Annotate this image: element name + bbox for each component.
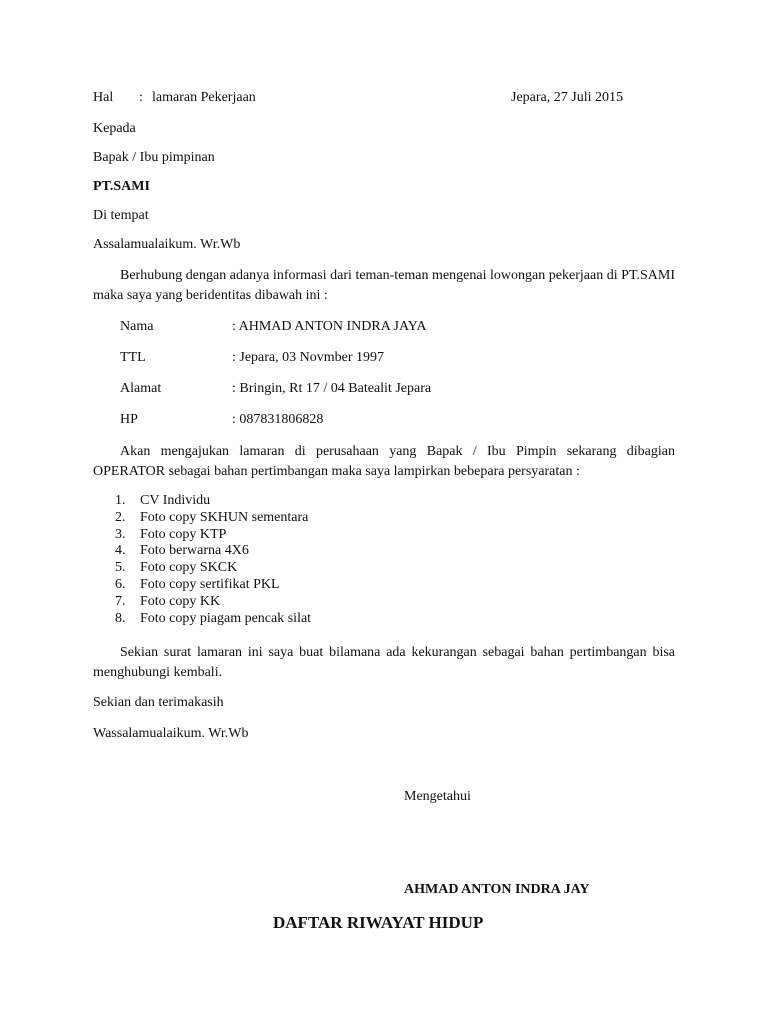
- list-text: Foto copy SKCK: [140, 560, 238, 576]
- list-number: 2.: [115, 509, 126, 525]
- field-value: : Jepara, 03 Novmber 1997: [232, 350, 385, 365]
- apply-paragraph: [93, 442, 675, 482]
- subject-label: Hal: [93, 90, 114, 105]
- thanks-line: Sekian dan terimakasih: [93, 695, 224, 710]
- list-text: Foto copy KK: [140, 593, 221, 609]
- list-text: CV Individu: [140, 493, 211, 508]
- acknowledged-label: Mengetahui: [404, 789, 471, 804]
- list-number: 5.: [115, 560, 126, 576]
- subject-colon: :: [139, 90, 143, 105]
- list-number: 4.: [115, 543, 126, 559]
- closing-paragraph: [93, 643, 675, 683]
- list-text: Foto copy SKHUN sementara: [140, 509, 309, 525]
- cv-title: DAFTAR RIWAYAT HIDUP: [273, 913, 484, 932]
- recipient-to: Kepada: [93, 121, 136, 136]
- field-value: : Bringin, Rt 17 / 04 Batealit Jepara: [232, 381, 432, 396]
- field-label: Alamat: [120, 381, 162, 396]
- list-text: Foto berwarna 4X6: [140, 543, 249, 559]
- list-text: Foto copy piagam pencak silat: [140, 610, 312, 626]
- field-value: : AHMAD ANTON INDRA JAYA: [232, 319, 427, 334]
- field-label: HP: [120, 412, 138, 427]
- field-value: : 087831806828: [232, 412, 324, 427]
- list-text: Foto copy KTP: [140, 526, 227, 542]
- closing-text: Sekian surat lamaran ini saya buat bilamana ada kekurangan sebagai bahan pertimbangan bisa menghubungi kembali.: [93, 645, 675, 680]
- list-number: 3.: [115, 526, 126, 542]
- list-number: 6.: [115, 576, 126, 592]
- place-date: Jepara, 27 Juli 2015: [511, 90, 623, 105]
- intro-paragraph: [93, 266, 675, 306]
- apply-text: Akan mengajukan lamaran di perusahaan yang Bapak / Ibu Pimpin sekarang dibagian OPERATOR sebagai bahan pertimbangan maka saya lampirkan bebepara persyaratan :: [93, 444, 675, 479]
- recipient-addressee: Bapak / Ibu pimpinan: [93, 150, 215, 165]
- recipient-location: Di tempat: [93, 208, 149, 223]
- list-text: Foto copy sertifikat PKL: [140, 576, 280, 592]
- field-label: Nama: [120, 319, 154, 334]
- greeting: Assalamualaikum. Wr.Wb: [93, 237, 241, 252]
- recipient-company: PT.SAMI: [93, 179, 150, 194]
- field-label: TTL: [120, 350, 146, 365]
- list-number: 1.: [115, 493, 126, 508]
- intro-text: Berhubung dengan adanya informasi dari teman-teman mengenai lowongan pekerjaan di PT.SAMI maka saya yang beridentitas dibawah ini :: [93, 268, 675, 303]
- list-number: 8.: [115, 610, 126, 626]
- subject-value: lamaran Pekerjaan: [152, 90, 256, 105]
- farewell-line: Wassalamualaikum. Wr.Wb: [93, 726, 249, 741]
- list-number: 7.: [115, 593, 126, 609]
- signer-name: AHMAD ANTON INDRA JAY: [404, 882, 590, 897]
